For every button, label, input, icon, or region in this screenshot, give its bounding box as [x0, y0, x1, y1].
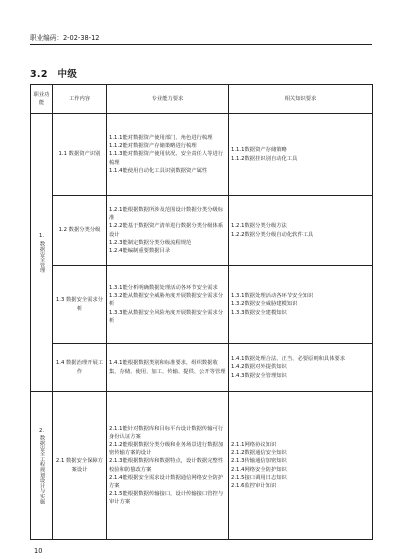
header-area: 职业功能 [31, 85, 53, 114]
area-name: 数据安全工程规划设计与实施 [38, 435, 45, 505]
knowledge-item: 1.2.1数据分类分级方法 [231, 223, 287, 230]
table-row [31, 196, 373, 266]
header-content: 工作内容 [53, 85, 107, 114]
skill-item: 1.3.3能从数据安全风险角度开展数据安全需求分析 [109, 309, 224, 324]
knowledge-item: 1.3.3数据安全建模知识 [231, 309, 287, 316]
content-cell: 1.4 数据治理开展工作 [53, 344, 107, 392]
skill-item: 1.1.1能对数据资产使用部门、角色进行梳理 [109, 135, 213, 142]
knowledge-item: 2.1.1网络协议知识 [231, 442, 277, 449]
competency-table [30, 84, 373, 540]
knowledge-item: 2.1.6监控审计知识 [231, 482, 277, 489]
skill-item: 2.1.1能针对数据库和目标平台设计数据传输可行身份认证方案 [109, 426, 224, 441]
header-skill: 专业能力要求 [107, 85, 229, 114]
knowledge-cell [229, 196, 373, 266]
knowledge-cell [229, 392, 373, 540]
skills-cell [107, 344, 229, 392]
knowledge-item: 1.3.1数据处理活动各环节安全知识 [231, 293, 314, 300]
knowledge-item: 1.3.2数据安全威胁建模知识 [231, 301, 298, 308]
knowledge-item: 1.1.1数据资产存储策略 [231, 147, 287, 154]
table-row [31, 392, 373, 540]
skills-cell [107, 196, 229, 266]
knowledge-cell [229, 344, 373, 392]
knowledge-cell [229, 114, 373, 196]
knowledge-item: 1.4.2数据对外提供知识 [231, 364, 287, 371]
table-header-row [31, 85, 373, 114]
knowledge-cell [229, 266, 373, 344]
skill-item: 2.1.5能根据数据传输接口，设计传输接口管控与审计方案 [109, 490, 224, 505]
skill-item: 1.1.3能对数据资产使用状况、安全责任人等进行梳理 [109, 151, 224, 166]
knowledge-item: 2.1.3传输通信加密知识 [231, 458, 287, 465]
content-cell: 2.1 数据安全保障方案设计 [53, 392, 107, 540]
skills-cell [107, 114, 229, 196]
content-cell: 1.2 数据分类分级 [53, 196, 107, 266]
skill-item: 2.1.4能根据安全需求设计数据通信网络安全防护方案 [109, 474, 224, 489]
knowledge-item: 1.1.2数据挂识别自动化工具 [231, 155, 298, 162]
area-name: 数据安全管理 [38, 240, 45, 273]
skill-item: 1.4.1能根据数据类别和标准要求，组织数据收集、存储、使用、加工、传输、提供、公开等管理 [109, 360, 226, 375]
skills-cell [107, 266, 229, 344]
skill-item: 1.2.1能根据数据所涉及范围设计数据分类分级标准 [109, 207, 224, 222]
knowledge-item: 1.4.3数据安全管理知识 [231, 372, 287, 379]
table-row [31, 344, 373, 392]
area-number: 1. [38, 233, 45, 240]
table-row [31, 266, 373, 344]
skill-item: 1.1.2能对数据资产存储策略进行梳理 [109, 143, 197, 150]
header-occupation-code: 职业编码：2-02-38-12 [30, 34, 100, 42]
knowledge-item: 2.1.2数据通信安全知识 [231, 450, 287, 457]
skill-item: 1.3.2能从数据安全威胁角度开展数据安全需求分析 [109, 293, 224, 308]
header-knowledge: 相关知识要求 [229, 85, 373, 114]
skill-item: 1.2.3能制定数据分类分级流程规范 [109, 239, 192, 246]
area-cell-2 [31, 392, 53, 540]
page-number: 10 [34, 547, 43, 555]
area-number: 2. [38, 427, 45, 434]
table-row [31, 114, 373, 196]
skill-item: 1.3.1能分析明确数据处理活动各环节安全需求 [109, 285, 218, 292]
area-cell-1 [31, 114, 53, 392]
skill-item: 2.1.3能根据数据库和数据特点，设计数据完整性校验和防篡改方案 [109, 458, 224, 473]
skill-item: 1.2.2能基于数据资产清单进行数据分类分级体系设计 [109, 223, 224, 238]
content-cell: 1.1 数据资产识别 [53, 114, 107, 196]
skill-item: 2.1.2能根据数据分类分级和业务场景进行数据加密传输方案的设计 [109, 442, 224, 457]
knowledge-item: 2.1.4网络安全防护知识 [231, 466, 287, 473]
skill-item: 1.2.4能编制重要数据目录 [109, 247, 171, 254]
knowledge-item: 2.1.5接口调用日志知识 [231, 474, 287, 481]
skill-item: 1.1.4能使用自动化工具识别数据资产属性 [109, 167, 208, 174]
section-title: 3.2 中级 [30, 69, 78, 80]
knowledge-item: 1.4.1数据处理合法、正当、必要原则和具体要求 [231, 356, 346, 363]
knowledge-item: 1.2.2数据分类分级自动化软件工具 [231, 231, 314, 238]
skills-cell [107, 392, 229, 540]
content-cell: 1.3 数据安全需求分析 [53, 266, 107, 344]
header-rule [30, 44, 372, 45]
